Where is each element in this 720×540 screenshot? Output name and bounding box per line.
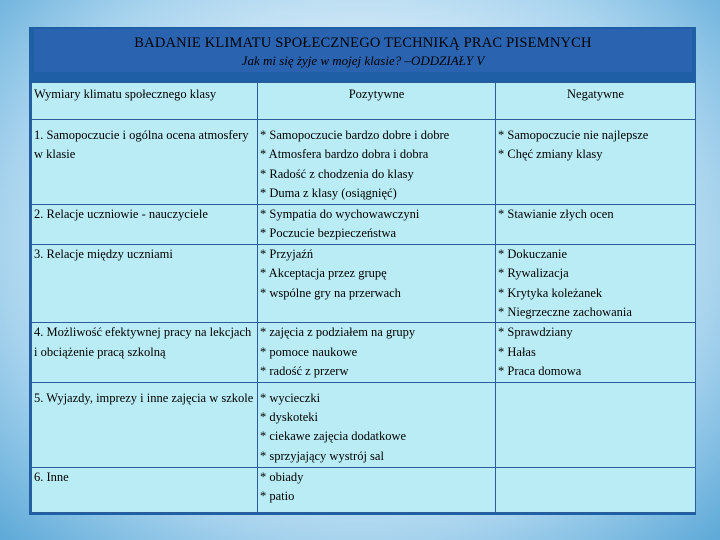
- table-row: [32, 467, 696, 512]
- list-item: * Chęć zmiany klasy: [498, 147, 603, 162]
- negative-cell: [496, 244, 696, 323]
- dimension-cell: 4. Możliwość efektywnej pracy na lekcjach i obciążenie pracą szkolną: [32, 323, 258, 382]
- list-item: * Akceptacja przez grupę: [260, 266, 387, 281]
- dimension-cell: 5. Wyjazdy, imprezy i inne zajęcia w szkole: [32, 382, 258, 467]
- list-item: * obiady: [260, 469, 304, 484]
- list-item: * Duma z klasy (osiągnięć): [260, 186, 397, 201]
- positive-cell: [258, 467, 496, 512]
- list-item: * pomoce naukowe: [260, 344, 358, 359]
- table-row: [32, 120, 696, 205]
- list-item: * Praca domowa: [498, 364, 582, 379]
- list-item: * radość z przerw: [260, 364, 349, 379]
- list-item: * Radość z chodzenia do klasy: [260, 166, 414, 181]
- list-item: * ciekawe zajęcia dodatkowe: [260, 429, 407, 444]
- list-item: * Poczucie bezpieczeństwa: [260, 226, 397, 241]
- table-row: [32, 382, 696, 467]
- list-item: * zajęcia z podziałem na grupy: [260, 325, 416, 340]
- table-row: [32, 323, 696, 382]
- dimension-cell: 3. Relacje między uczniami: [32, 244, 258, 323]
- header-dimensions: Wymiary klimatu społecznego klasy: [32, 83, 258, 120]
- negative-cell: [496, 205, 696, 245]
- positive-cell: [258, 382, 496, 467]
- dimension-cell: 2. Relacje uczniowie - nauczyciele: [32, 205, 258, 245]
- negative-cell: [496, 467, 696, 512]
- list-item: * Rywalizacja: [498, 266, 569, 281]
- list-item: * sprzyjający wystrój sal: [260, 448, 384, 463]
- list-item: * Atmosfera bardzo dobra i dobra: [260, 147, 429, 162]
- table-row: [32, 205, 696, 245]
- list-item: * patio: [260, 489, 295, 504]
- list-item: * Sympatia do wychowawczyni: [260, 207, 420, 221]
- list-item: * Hałas: [498, 344, 536, 359]
- page-subtitle: Jak mi się żyje w mojej klasie? –ODDZIAŁY V: [241, 53, 485, 68]
- table-header-row: [32, 83, 696, 120]
- positive-cell: [258, 120, 496, 205]
- list-item: * Samopoczucie bardzo dobre i dobre: [260, 128, 450, 142]
- positive-cell: [258, 205, 496, 245]
- header-positive: Pozytywne: [258, 83, 496, 120]
- list-item: * wycieczki: [260, 390, 321, 405]
- list-item: * Dokuczanie: [498, 246, 568, 261]
- negative-cell: [496, 120, 696, 205]
- dimension-cell: 6. Inne: [32, 467, 258, 512]
- list-item: * wspólne gry na przerwach: [260, 285, 401, 300]
- positive-cell: [258, 244, 496, 323]
- table-row: [32, 244, 696, 323]
- negative-cell: [496, 323, 696, 382]
- list-item: * Stawianie złych ocen: [498, 207, 614, 221]
- positive-cell: [258, 323, 496, 382]
- list-item: * Niegrzeczne zachowania: [498, 305, 632, 320]
- dimension-cell: 1. Samopoczucie i ogólna ocena atmosfery w klasie: [32, 120, 258, 205]
- header-negative: Negatywne: [496, 83, 696, 120]
- title-box: [34, 29, 692, 72]
- list-item: * dyskoteki: [260, 410, 318, 425]
- list-item: * Sprawdziany: [498, 325, 573, 340]
- list-item: * Samopoczucie nie najlepsze: [498, 128, 649, 142]
- page-title: BADANIE KLIMATU SPOŁECZNEGO TECHNIKĄ PRAC PISEMNYCH: [134, 35, 592, 51]
- list-item: * Krytyka koleżanek: [498, 285, 603, 300]
- negative-cell: [496, 382, 696, 467]
- list-item: * Przyjaźń: [260, 246, 314, 261]
- climate-table: [31, 82, 696, 513]
